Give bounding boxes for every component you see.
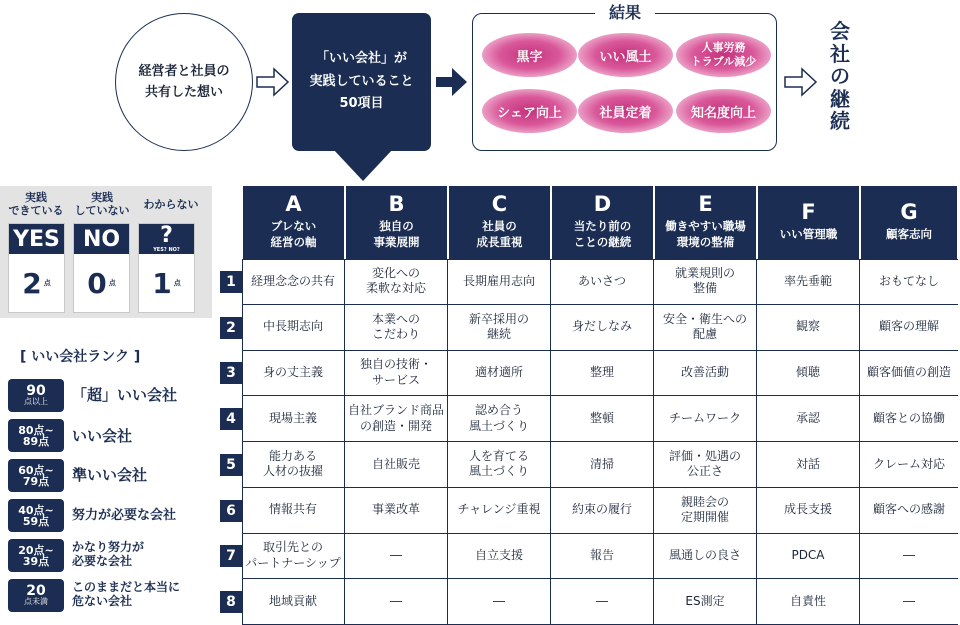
result-blob: いい風土 xyxy=(578,33,673,77)
table-cell: クレーム対応 xyxy=(860,442,958,488)
table-cell: 安全・衛生への 配慮 xyxy=(654,305,757,351)
column-header-a xyxy=(243,186,344,259)
column-title: 当たり前の ことの継続 xyxy=(573,219,632,249)
column-header-b xyxy=(346,186,447,259)
rank-score: 20 xyxy=(26,583,46,600)
rank-badge xyxy=(8,419,64,452)
table-cell: 独自の技術・ サービス xyxy=(345,351,448,397)
rank-label: 「超」いい会社 xyxy=(72,386,178,404)
table-cell: 中長期志向 xyxy=(242,305,345,351)
table-cell: チャレンジ重視 xyxy=(448,488,551,534)
rank-badge xyxy=(8,379,64,412)
rank-score: 40点~ xyxy=(18,503,54,517)
result-blob: 社員定着 xyxy=(578,89,673,133)
table-cell: 自立支援 xyxy=(448,534,551,580)
shared-thoughts-circle: 経営者と社員の 共有した想い xyxy=(115,13,253,151)
rank-label: 努力が必要な会社 xyxy=(72,508,177,523)
table-cell: 親睦会の 定期開催 xyxy=(654,488,757,534)
table-cell: 長期雇用志向 xyxy=(448,259,551,305)
table-cell: ― xyxy=(860,534,958,580)
rank-range: 39点 xyxy=(22,554,50,568)
table-cell: ES測定 xyxy=(654,579,757,625)
card-score xyxy=(9,254,64,312)
table-cell: 整頓 xyxy=(551,396,654,442)
table-cell: 整理 xyxy=(551,351,654,397)
table-cell: 改善活動 xyxy=(654,351,757,397)
table-cell: 顧客との協働 xyxy=(860,396,958,442)
table-cell: 人を育てる 風土づくり xyxy=(448,442,551,488)
rank-range: 89点 xyxy=(22,434,50,448)
column-header-f xyxy=(758,186,859,259)
row-number: 8 xyxy=(220,591,242,613)
table-cell: 観察 xyxy=(757,305,860,351)
arrow-right-outline-icon xyxy=(256,67,290,97)
column-letter: A xyxy=(285,192,302,217)
row-number: 4 xyxy=(220,408,242,430)
table-cell: 地域貢献 xyxy=(242,579,345,625)
table-cell: ― xyxy=(903,594,915,609)
score-unit: 点 xyxy=(43,279,51,287)
table-cell: 清掃 xyxy=(551,442,654,488)
rank-title: [ いい会社ランク ] xyxy=(20,349,141,365)
column-letter: F xyxy=(801,200,816,225)
table-cell: 承認 xyxy=(757,396,860,442)
table-cell: ― xyxy=(345,579,448,625)
result-blob: 人事労務 トラブル減少 xyxy=(676,33,771,77)
table-cell: チームワーク xyxy=(654,396,757,442)
table-cell: 身だしなみ xyxy=(551,305,654,351)
column-header-d xyxy=(552,186,653,259)
row-number: 7 xyxy=(220,545,242,567)
table-cell: 事業改革 xyxy=(345,488,448,534)
rank-score: 60点~ xyxy=(18,463,54,477)
column-header-c xyxy=(449,186,550,259)
column-letter: D xyxy=(593,192,612,217)
column-letter: B xyxy=(388,192,405,217)
arrow-right-outline-icon xyxy=(784,67,818,97)
table-cell: 能力ある 人材の抜擢 xyxy=(242,442,345,488)
rank-label: かなり努力が 必要な会社 xyxy=(72,540,145,569)
card-sublabel: YES? NO? xyxy=(153,247,180,253)
score-unit: 点 xyxy=(108,279,116,287)
row-number: 1 xyxy=(220,271,242,293)
table-cell: 顧客への感謝 xyxy=(860,488,958,534)
table-cell: 報告 xyxy=(551,534,654,580)
rank-score: 80点~ xyxy=(18,423,54,437)
unknown-card xyxy=(138,223,195,313)
table-cell: 現場主義 xyxy=(242,396,345,442)
rank-badge xyxy=(8,499,64,532)
rank-badge xyxy=(8,459,64,492)
row-number: 6 xyxy=(220,500,242,522)
score-unit: 点 xyxy=(173,279,181,287)
card-label: ? xyxy=(160,223,173,248)
column-header-g xyxy=(861,186,957,259)
card-label: NO xyxy=(74,224,129,254)
rank-label: 準いい会社 xyxy=(72,466,148,484)
table-cell: 自責性 xyxy=(757,579,860,625)
table-cell: 適材適所 xyxy=(448,351,551,397)
table-cell: 自社ブランド商品 の創造・開発 xyxy=(345,396,448,442)
table-cell: ― xyxy=(448,579,551,625)
card-score xyxy=(74,254,129,312)
rank-label: このままだと本当に 危ない会社 xyxy=(72,580,181,609)
table-cell: 率先垂範 xyxy=(757,259,860,305)
table-cell: 変化への 柔軟な対応 xyxy=(345,259,448,305)
table-cell: 成長支援 xyxy=(757,488,860,534)
company-continuation-label: 会社の継続 xyxy=(830,19,850,134)
survey-head: 実践 できている xyxy=(8,191,64,217)
column-header-e xyxy=(655,186,756,259)
survey-head: わからない xyxy=(143,197,199,211)
table-cell: 傾聴 xyxy=(757,351,860,397)
rank-badge xyxy=(8,579,64,612)
column-title: 社員の 成長重視 xyxy=(476,219,523,249)
rank-score: 90 xyxy=(26,383,46,400)
rank-score: 20点~ xyxy=(18,543,54,557)
table-cell: 取引先との パートナーシップ xyxy=(242,534,345,580)
table-cell: 認め合う 風土づくり xyxy=(448,396,551,442)
card-label-group xyxy=(139,224,194,254)
table-cell: 約束の履行 xyxy=(551,488,654,534)
results-title: 結果 xyxy=(595,0,655,22)
column-title: 独自の 事業展開 xyxy=(373,219,420,249)
table-cell: 本業への こだわり xyxy=(345,305,448,351)
yes-card xyxy=(8,223,65,313)
table-cell: 自社販売 xyxy=(345,442,448,488)
table-cell: 顧客の理解 xyxy=(860,305,958,351)
row-number: 2 xyxy=(220,317,242,339)
table-cell: 情報共有 xyxy=(242,488,345,534)
table-cell: 対話 xyxy=(757,442,860,488)
rank-range: 点未満 xyxy=(24,597,48,607)
column-letter: C xyxy=(491,192,508,217)
card-label: YES xyxy=(9,224,64,254)
score-value: 1 xyxy=(152,266,172,300)
table-cell: ― xyxy=(345,534,448,580)
card-score xyxy=(139,254,194,312)
table-cell: 評価・処遇の 公正さ xyxy=(654,442,757,488)
score-value: 0 xyxy=(87,266,107,300)
down-pointer-triangle xyxy=(333,149,393,181)
result-blob: 知名度向上 xyxy=(676,89,771,133)
result-blob: シェア向上 xyxy=(482,89,577,133)
column-title: 働きやすい職場 環境の整備 xyxy=(665,219,746,249)
rank-range: 79点 xyxy=(22,474,50,488)
table-cell: あいさつ xyxy=(551,259,654,305)
table-cell: ― xyxy=(551,579,654,625)
row-number: 3 xyxy=(220,362,242,384)
table-cell: 就業規則の 整備 xyxy=(654,259,757,305)
table-cell: 風通しの良さ xyxy=(654,534,757,580)
column-letter: E xyxy=(698,192,713,217)
table-cell: 新卒採用の 継続 xyxy=(448,305,551,351)
survey-head: 実践 していない xyxy=(74,191,130,217)
result-blob: 黒字 xyxy=(482,33,577,77)
table-cell: 経理念念の共有 xyxy=(242,259,345,305)
table-cell: おもてなし xyxy=(860,259,958,305)
column-title: いい管理職 xyxy=(779,227,838,242)
table-cell: 身の丈主義 xyxy=(242,351,345,397)
rank-range: 点以上 xyxy=(24,397,48,407)
rank-range: 59点 xyxy=(22,514,50,528)
practice-50-items-box: 「いい会社」が 実践していること 50項目 xyxy=(292,13,431,151)
column-letter: G xyxy=(900,200,918,225)
rank-badge xyxy=(8,539,64,572)
arrow-right-solid-icon xyxy=(436,67,468,97)
column-title: ブレない 経営の軸 xyxy=(270,219,317,249)
table-cell: 顧客価値の創造 xyxy=(860,351,958,397)
score-value: 2 xyxy=(22,266,42,300)
table-cell: PDCA xyxy=(757,534,860,580)
row-number: 5 xyxy=(220,454,242,476)
rank-label: いい会社 xyxy=(72,427,133,445)
column-title: 顧客志向 xyxy=(886,227,932,242)
no-card xyxy=(73,223,130,313)
